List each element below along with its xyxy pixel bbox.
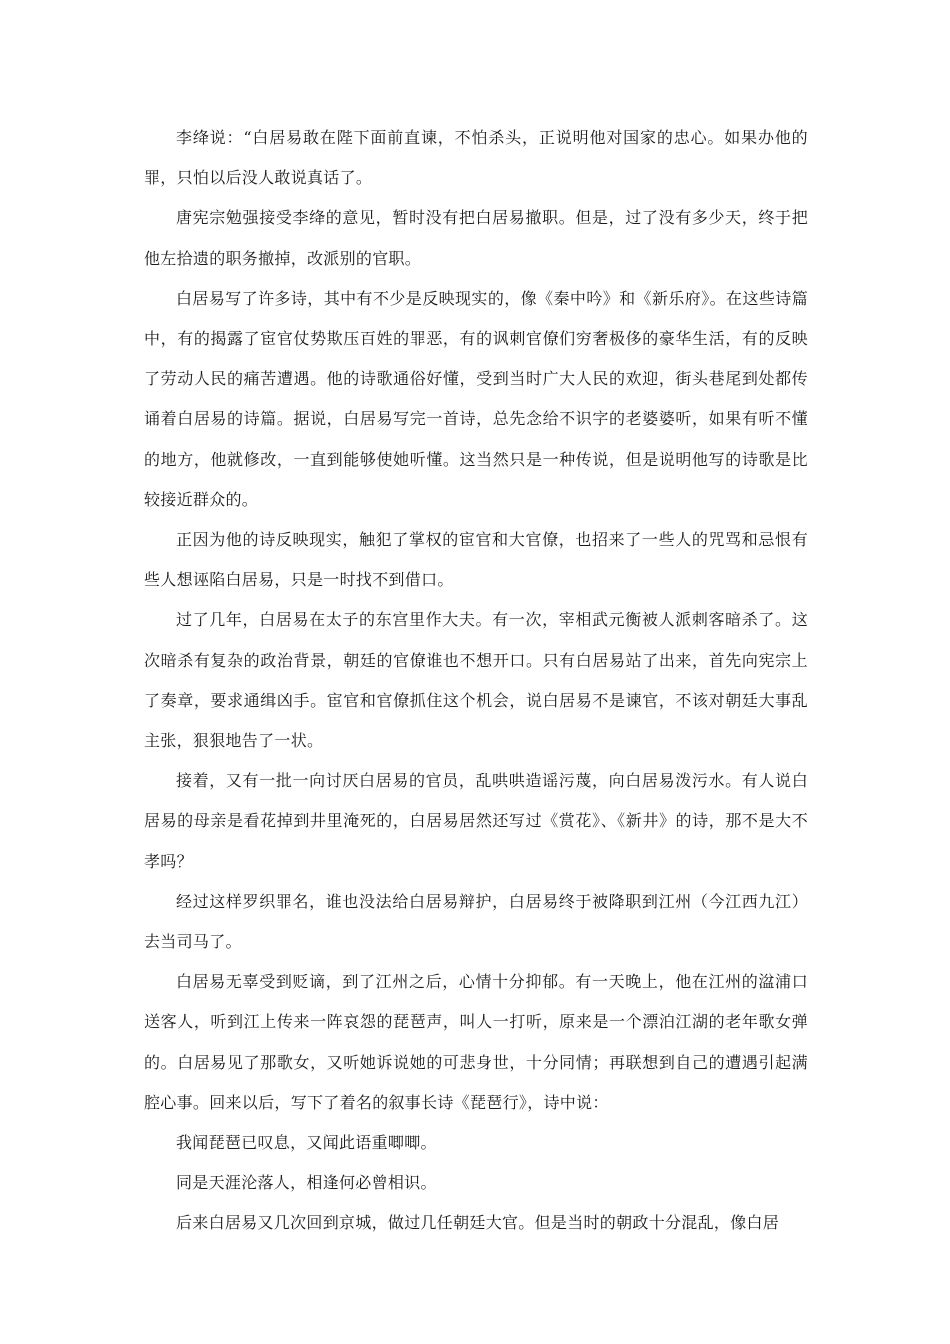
paragraph: 后来白居易又几次回到京城，做过几任朝廷大官。但是当时的朝政十分混乱，像白居 bbox=[176, 1213, 780, 1233]
poem-line: 同是天涯沦落人，相逢何必曾相识。 bbox=[176, 1173, 437, 1193]
body-text bbox=[144, 118, 808, 1244]
paragraph: 经过这样罗织罪名，谁也没法给白居易辩护，白居易终于被降职到江州（今江西九江）去当司马了。 bbox=[144, 891, 808, 952]
paragraph: 过了几年，白居易在太子的东宫里作大夫。有一次，宰相武元衡被人派刺客暗杀了。这次暗杀有复杂的政治背景，朝廷的官僚谁也不想开口。只有白居易站了出来，首先向宪宗上了奏章，要求通缉凶手。宦官和官僚抓住这个机会，说白居易不是谏官，不该对朝廷大事乱主张，狠狠地告了一状。 bbox=[144, 610, 808, 751]
paragraph: 接着，又有一批一向讨厌白居易的官员，乱哄哄造谣污蔑，向白居易泼污水。有人说白居易的母亲是看花掉到井里淹死的，白居易居然还写过《赏花》、《新井》的诗，那不是大不孝吗？ bbox=[144, 771, 808, 871]
paragraph: 李绛说：“白居易敢在陛下面前直谏，不怕杀头，正说明他对国家的忠心。如果办他的罪，只怕以后没人敢说真话了。 bbox=[144, 128, 808, 188]
paragraph: 唐宪宗勉强接受李绛的意见，暂时没有把白居易撤职。但是，过了没有多少天，终于把他左拾遗的职务撤掉，改派别的官职。 bbox=[144, 208, 808, 268]
paragraph: 白居易无辜受到贬谪，到了江州之后，心情十分抑郁。有一天晚上，他在江州的湓浦口送客人，听到江上传来一阵哀怨的琵琶声，叫人一打听，原来是一个漂泊江湖的老年歌女弹的。白居易见了那歌女，又听她诉说她的可悲身世，十分同情；再联想到自己的遭遇引起满腔心事。回来以后，写下了着名的叙事长诗《琵琶行》，诗中说： bbox=[144, 972, 808, 1112]
paragraph: 正因为他的诗反映现实，触犯了掌权的宦官和大官僚，也招来了一些人的咒骂和忌恨有些人想诬陷白居易，只是一时找不到借口。 bbox=[144, 530, 808, 590]
paragraph: 白居易写了许多诗，其中有不少是反映现实的，像《秦中吟》和《新乐府》。在这些诗篇中，有的揭露了宦官仗势欺压百姓的罪恶，有的讽刺官僚们穷奢极侈的豪华生活，有的反映了劳动人民的痛苦遭遇。他的诗歌通俗好懂，受到当时广大人民的欢迎，街头巷尾到处都传诵着白居易的诗篇。据说，白居易写完一首诗，总先念给不识字的老婆婆听，如果有听不懂的地方，他就修改，一直到能够使她听懂。这当然只是一种传说，但是说明他写的诗歌是比较接近群众的。 bbox=[144, 288, 808, 509]
poem-line: 我闻琵琶已叹息，又闻此语重唧唧。 bbox=[176, 1133, 437, 1153]
